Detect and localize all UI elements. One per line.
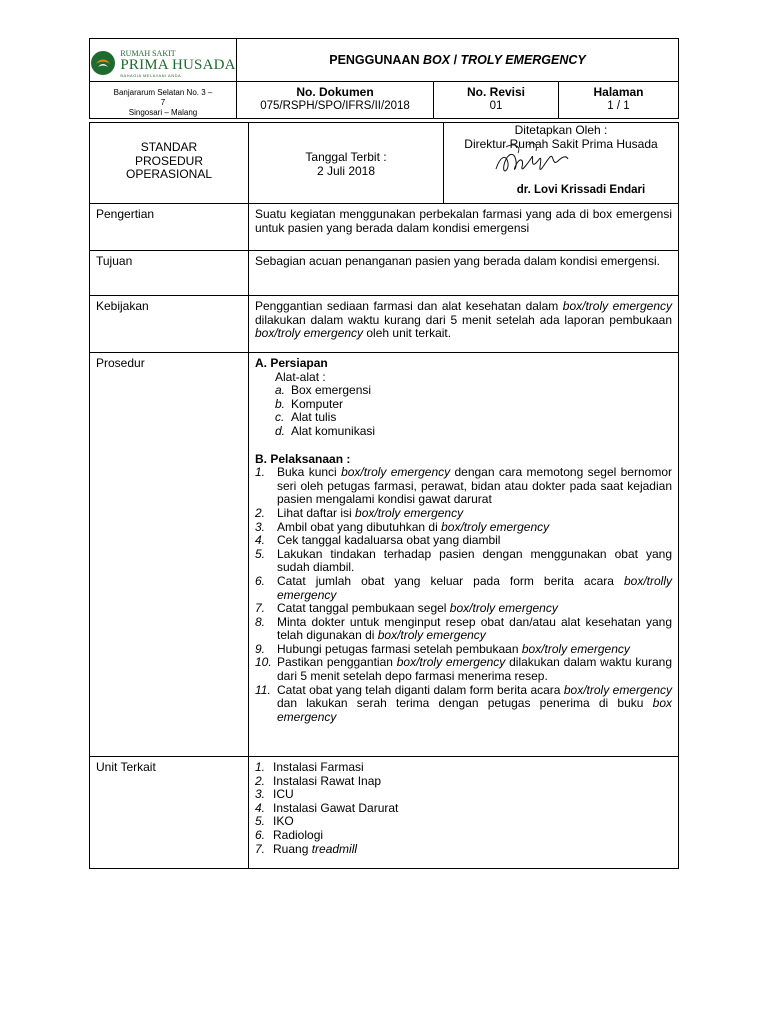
logo-emblem-icon bbox=[90, 50, 116, 76]
title-separator: / bbox=[450, 53, 461, 67]
logo-brand-text: PRIMA HUSADA bbox=[120, 56, 236, 73]
step-item: 8. Minta dokter untuk menginput resep obat dan/atau alat kesehatan yang telah digunakan di box/troly emergency bbox=[255, 614, 672, 643]
revision-label: No. Revisi bbox=[466, 85, 526, 99]
logo-cell bbox=[90, 39, 237, 82]
alat-item: b. Komputer bbox=[275, 396, 344, 411]
page-cell bbox=[559, 82, 679, 119]
kebijakan-part-3: oleh unit terkait. bbox=[363, 326, 452, 341]
kebijakan-part-2: dilakukan dalam waktu kurang dari 5 menit setelah ada laporan pembukaan bbox=[255, 312, 672, 327]
unit-list bbox=[255, 761, 672, 856]
prosedur-content bbox=[249, 353, 679, 757]
step-item: 2. Lihat daftar isi box/troly emergency bbox=[255, 505, 464, 520]
address-line-3: Singosari – Malang bbox=[128, 108, 198, 117]
unit-item: 4. Instalasi Gawat Darurat bbox=[255, 800, 399, 815]
page-value: 1 / 1 bbox=[607, 100, 630, 112]
kebijakan-part-1: Penggantian sediaan farmasi dan alat kesehatan dalam bbox=[255, 299, 563, 313]
kebijakan-text bbox=[249, 296, 679, 353]
unit-item: 2. Instalasi Rawat Inap bbox=[255, 773, 382, 788]
kebijakan-label: Kebijakan bbox=[90, 296, 249, 353]
address-line-2: 7 bbox=[160, 98, 166, 107]
step-item: 7. Catat tanggal pembukaan segel box/troly emergency bbox=[255, 601, 558, 616]
alat-item: a. Box emergensi bbox=[275, 383, 372, 398]
approval-cell bbox=[444, 123, 679, 204]
pelaksanaan-list bbox=[255, 466, 672, 724]
title-box: BOX bbox=[423, 53, 451, 67]
unit-item: 3. ICU bbox=[255, 787, 294, 802]
step-item: 1. Buka kunci box/troly emergency dengan cara memotong segel bernomor seri oleh petugas farmasi, perawat, bidan atau dokter pada saat kejadian pasien mengalami kondisi gawat darurat bbox=[255, 465, 672, 507]
alat-item: c. Alat tulis bbox=[275, 410, 337, 425]
hospital-address bbox=[90, 82, 237, 119]
pengertian-text: Suatu kegiatan menggunakan perbekalan farmasi yang ada di box emergensi untuk pasien yang berada dalam kondisi emergensi bbox=[249, 204, 679, 251]
kebijakan-italic-2: box/troly emergency bbox=[255, 326, 364, 341]
signature-icon bbox=[492, 139, 570, 183]
sop-line-3: OPERASIONAL bbox=[125, 167, 213, 182]
tujuan-text: Sebagian acuan penanganan pasien yang berada dalam kondisi emergensi. bbox=[249, 251, 679, 296]
revision-cell bbox=[434, 82, 559, 119]
pengertian-label: Pengertian bbox=[90, 204, 249, 251]
step-item: 9. Hubungi petugas farmasi setelah pembukaan box/troly emergency bbox=[255, 641, 630, 656]
step-item: 4. Cek tanggal kadaluarsa obat yang diambil bbox=[255, 533, 501, 548]
approval-label: Ditetapkan Oleh : bbox=[514, 123, 608, 137]
kebijakan-italic-1: box/troly emergency bbox=[562, 299, 673, 313]
logo-tagline: BAHAGIA MELAYANI ANDA bbox=[120, 72, 182, 78]
page-label: Halaman bbox=[593, 85, 644, 99]
issue-date-cell bbox=[249, 123, 444, 204]
doc-number-label: No. Dokumen bbox=[296, 85, 374, 99]
unit-item: 7. Ruang treadmill bbox=[255, 841, 358, 856]
title-prefix: PENGGUNAAN bbox=[329, 53, 423, 67]
alat-list bbox=[255, 384, 672, 438]
step-item: 11. Catat obat yang telah diganti dalam form berita acara box/troly emergency dan lakukan serah terima dengan petugas penerima di buku box emergency bbox=[255, 682, 672, 724]
header-table bbox=[89, 38, 679, 119]
hospital-logo bbox=[90, 45, 236, 81]
step-item: 6. Catat jumlah obat yang keluar pada form berita acara box/trolly emergency bbox=[255, 573, 672, 602]
revision-value: 01 bbox=[489, 100, 503, 112]
alat-heading: Alat-alat : bbox=[275, 369, 326, 384]
doc-number-value: 075/RSPH/SPO/IFRS/II/2018 bbox=[260, 100, 410, 112]
document-title bbox=[237, 39, 679, 82]
tujuan-label: Tujuan bbox=[90, 251, 249, 296]
step-item: 3. Ambil obat yang dibutuhkan di box/troly emergency bbox=[255, 519, 550, 534]
title-troly: TROLY EMERGENCY bbox=[460, 53, 586, 67]
sop-table bbox=[89, 122, 679, 869]
unit-terkait-label: Unit Terkait bbox=[90, 757, 249, 869]
issue-date-label: Tanggal Terbit : bbox=[305, 150, 387, 164]
unit-terkait-content bbox=[249, 757, 679, 869]
prosedur-label: Prosedur bbox=[90, 353, 249, 757]
alat-item: d. Alat komunikasi bbox=[275, 423, 376, 438]
unit-item: 6. Radiologi bbox=[255, 827, 324, 842]
doc-number-cell bbox=[237, 82, 434, 119]
step-item: 5. Lakukan tindakan terhadap pasien dengan menggunakan obat yang sudah diambil. bbox=[255, 546, 672, 575]
unit-item: 1. Instalasi Farmasi bbox=[255, 760, 364, 774]
sop-label-cell bbox=[90, 123, 249, 204]
signer-name: dr. Lovi Krissadi Endari bbox=[516, 184, 646, 197]
unit-item: 5. IKO bbox=[255, 814, 294, 829]
sop-line-1: STANDAR bbox=[140, 140, 198, 154]
step-item: 10. Pastikan penggantian box/troly emergency dilakukan dalam waktu kurang dari 5 menit setelah depo farmasi menerima resep. bbox=[255, 655, 673, 684]
director-title: Direktur Rumah Sakit Prima Husada bbox=[464, 136, 658, 151]
persiapan-heading: A. Persiapan bbox=[255, 356, 328, 370]
sop-line-2: PROSEDUR bbox=[134, 153, 203, 168]
pelaksanaan-heading: B. Pelaksanaan : bbox=[255, 451, 351, 466]
logo-small-text: RUMAH SAKIT bbox=[120, 48, 176, 58]
issue-date-value: 2 Juli 2018 bbox=[316, 163, 376, 178]
address-line-1: Banjararum Selatan No. 3 – bbox=[113, 88, 213, 97]
